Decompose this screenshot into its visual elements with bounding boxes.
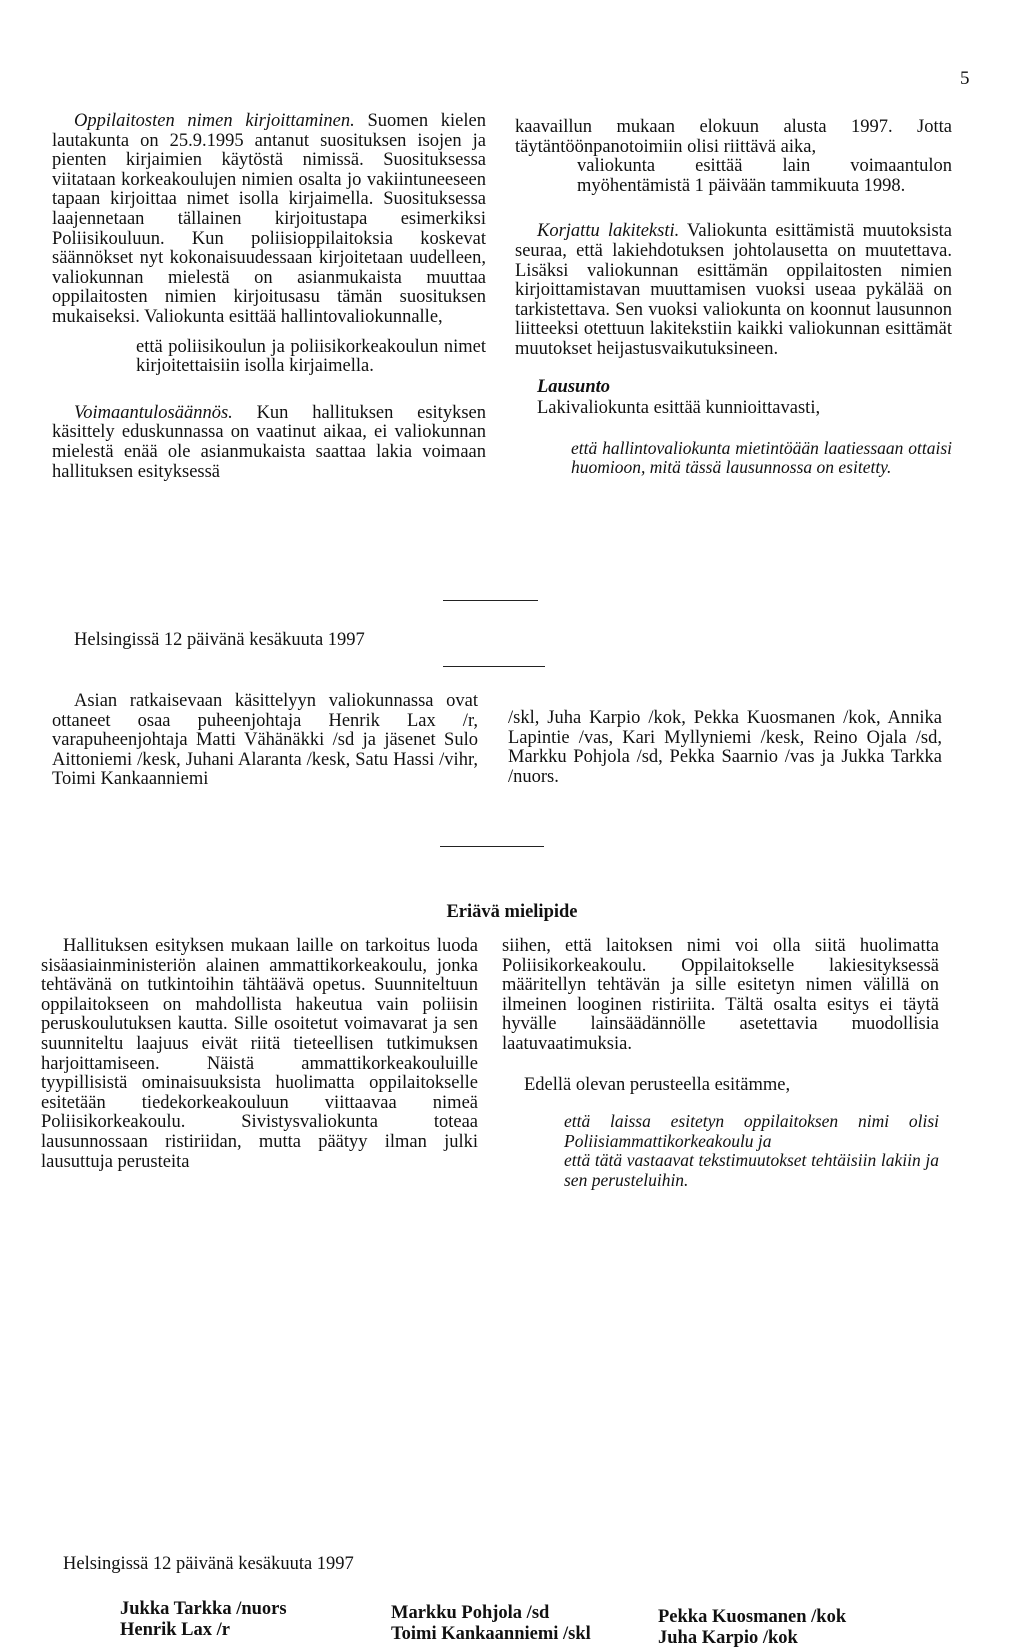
- proposal-quote: että poliisikoulun ja poliisikorkeakoulun nimet kirjoitettaisiin isolla kirjaimella.: [136, 336, 486, 377]
- separator-line: [443, 666, 545, 667]
- paragraph-entry-into-force: [52, 404, 486, 482]
- left-column-top: [52, 112, 486, 482]
- dissent-heading: Eriävä mielipide: [446, 902, 578, 922]
- dissent-left: Hallituksen esityksen mukaan laille on tarkoitus luoda sisäasiainministeriön alainen ammattikorkeakoulu, jonka tehtävänä on tutkintoihin tähtäävä opetus. Suunniteltuun oppilaitokseen on mahdollista hakeutua vain poliisin peruskoulutuksen kautta. Sille osoitetut voimavarat ja sen suunniteltu laajuus eivät riitä tieteellisen tutkimuksen harjoittamiseen. Näistä ammattikorkeakouluille tyypillisistä ominaisuuksista huolimatta oppilaitokselle esitetään tiedekorkeakouluun viittaavaa nimeä Poliisikorkeakoulu. Sivistysvaliokunta toteaa lausunnossaan ristiriidan, mutta päätyy ilman julki lausuttuja perusteita: [41, 936, 478, 1172]
- signature-name: Markku Pohjola /sd: [391, 1603, 550, 1623]
- signature-block-3: [658, 1607, 846, 1649]
- signature-name: Juha Karpio /kok: [658, 1628, 798, 1648]
- participants-right: /skl, Juha Karpio /kok, Pekka Kuosmanen /kok, Annika Lapintie /vas, Kari Myllyniemi /kesk, Reino Ojala /sd, Markku Pohjola /sd, Pekka Saarnio /vas ja Jukka Tarkka /nuors.: [508, 708, 942, 787]
- paragraph-continuation: kaavaillun mukaan elokuun alusta 1997. Jotta täytäntöönpanotoimiin olisi riittävä aika,: [515, 117, 952, 157]
- paragraph-text: Kun hallituksen esityksen käsittely eduskunnassa on vaatinut aikaa, ei valiokunnan mielestä enää ole asianmukaista saattaa lakia voimaan hallituksen esityksessä: [52, 402, 486, 482]
- dissent-quote: että tätä vastaavat tekstimuutokset tehtäisiin lakiin ja sen perusteluihin.: [564, 1150, 939, 1190]
- proposal-quote: valiokunta esittää lain voimaantulon myöhentämistä 1 päivään tammikuuta 1998.: [577, 156, 952, 196]
- signature-name: Jukka Tarkka /nuors: [120, 1599, 287, 1619]
- signature-name: Pekka Kuosmanen /kok: [658, 1607, 847, 1627]
- section-title: Voimaantulosäännös.: [74, 402, 233, 423]
- dissent-right-text: siihen, että laitoksen nimi voi olla siitä huolimatta Poliisikorkeakoulu. Oppilaitokselle lakiesityksessä määritellyn tehtävän ja sille esitetyn nimen välillä on ilmeinen looginen ristiriita. Tältä osalta esitys ei täytä hyvälle lainsäädännölle asetettavia muodollisia laatuvaatimuksia.: [502, 936, 939, 1054]
- paragraph-names: [52, 112, 486, 328]
- signature-block-2: [391, 1603, 591, 1645]
- right-column-top: [515, 118, 952, 478]
- date-line: Helsingissä 12 päivänä kesäkuuta 1997: [63, 1554, 354, 1574]
- separator-line: [440, 846, 544, 847]
- section-title: Korjattu lakiteksti.: [537, 221, 680, 242]
- dissent-right-column: [502, 937, 939, 1191]
- dissent-conclusion: Edellä olevan perusteella esitämme,: [524, 1074, 791, 1095]
- signature-name: Henrik Lax /r: [120, 1620, 230, 1640]
- participants-left: Asian ratkaisevaan käsittelyyn valiokunnassa ovat ottaneet osaa puheenjohtaja Henrik Lax /r, varapuheenjohtaja Matti Vähänäkki /sd ja jäsenet Sulo Aittoniemi /kesk, Juhani Alaranta /kesk, Satu Hassi /vihr, Toimi Kankaanniemi: [52, 691, 478, 790]
- signature-name: Toimi Kankaanniemi /skl: [391, 1624, 591, 1644]
- signature-block-1: [120, 1599, 287, 1641]
- paragraph-text: Suomen kielen lautakunta on 25.9.1995 antanut suosituksen isojen ja pienten kirjaimien käytöstä nimissä. Suosituksessa viitataan korkeakoulujen nimien osalta jo vakiintuneeseen tapaan kirjoittaa nimet isolla kirjaimella. Suosituksessa laajennetaan tällainen kirjoitustapa esimerkiksi Poliisikouluun. Kun poliisioppilaitoksia koskevat säännökset nyt kokonaisuudessaan kirjoitetaan uudelleen, valiokunnan mielestä on asianmukaista muuttaa oppilaitosten nimien kirjoitusasu tämän suosituksen mukaiseksi. Valiokunta esittää hallintovaliokunnalle,: [52, 111, 486, 327]
- lausunto-text: Lakivaliokunta esittää kunnioittavasti,: [537, 398, 821, 419]
- lausunto-heading: Lausunto: [537, 376, 611, 397]
- lausunto-quote: että hallintovaliokunta mietintöään laatiessaan ottaisi huomioon, mitä tässä lausunnossa on esitetty.: [571, 437, 952, 478]
- separator-line: [443, 600, 538, 601]
- page-number: 5: [960, 68, 970, 89]
- dissent-quote: että laissa esitetyn oppilaitoksen nimi olisi Poliisiammattikorkeakoulu ja: [564, 1111, 939, 1151]
- paragraph-text: Valiokunta esittämistä muutoksista seuraa, että lakiehdotuksen johtolausetta on muutettava. Lisäksi valiokunnan esittämän oppilaitosten nimien kirjoittamistavan muuttamisen vuoksi useaa pykälää on tarkistettava. Sen vuoksi valiokunta on koonnut lausunnon liitteeksi otettuun lakitekstiin kaikki valiokunnan esittämät muutokset heijastusvaikutuksineen.: [515, 221, 952, 359]
- date-line: Helsingissä 12 päivänä kesäkuuta 1997: [74, 630, 365, 650]
- section-title: Oppilaitosten nimen kirjoittaminen.: [74, 111, 355, 131]
- paragraph-corrected-text: [515, 222, 952, 359]
